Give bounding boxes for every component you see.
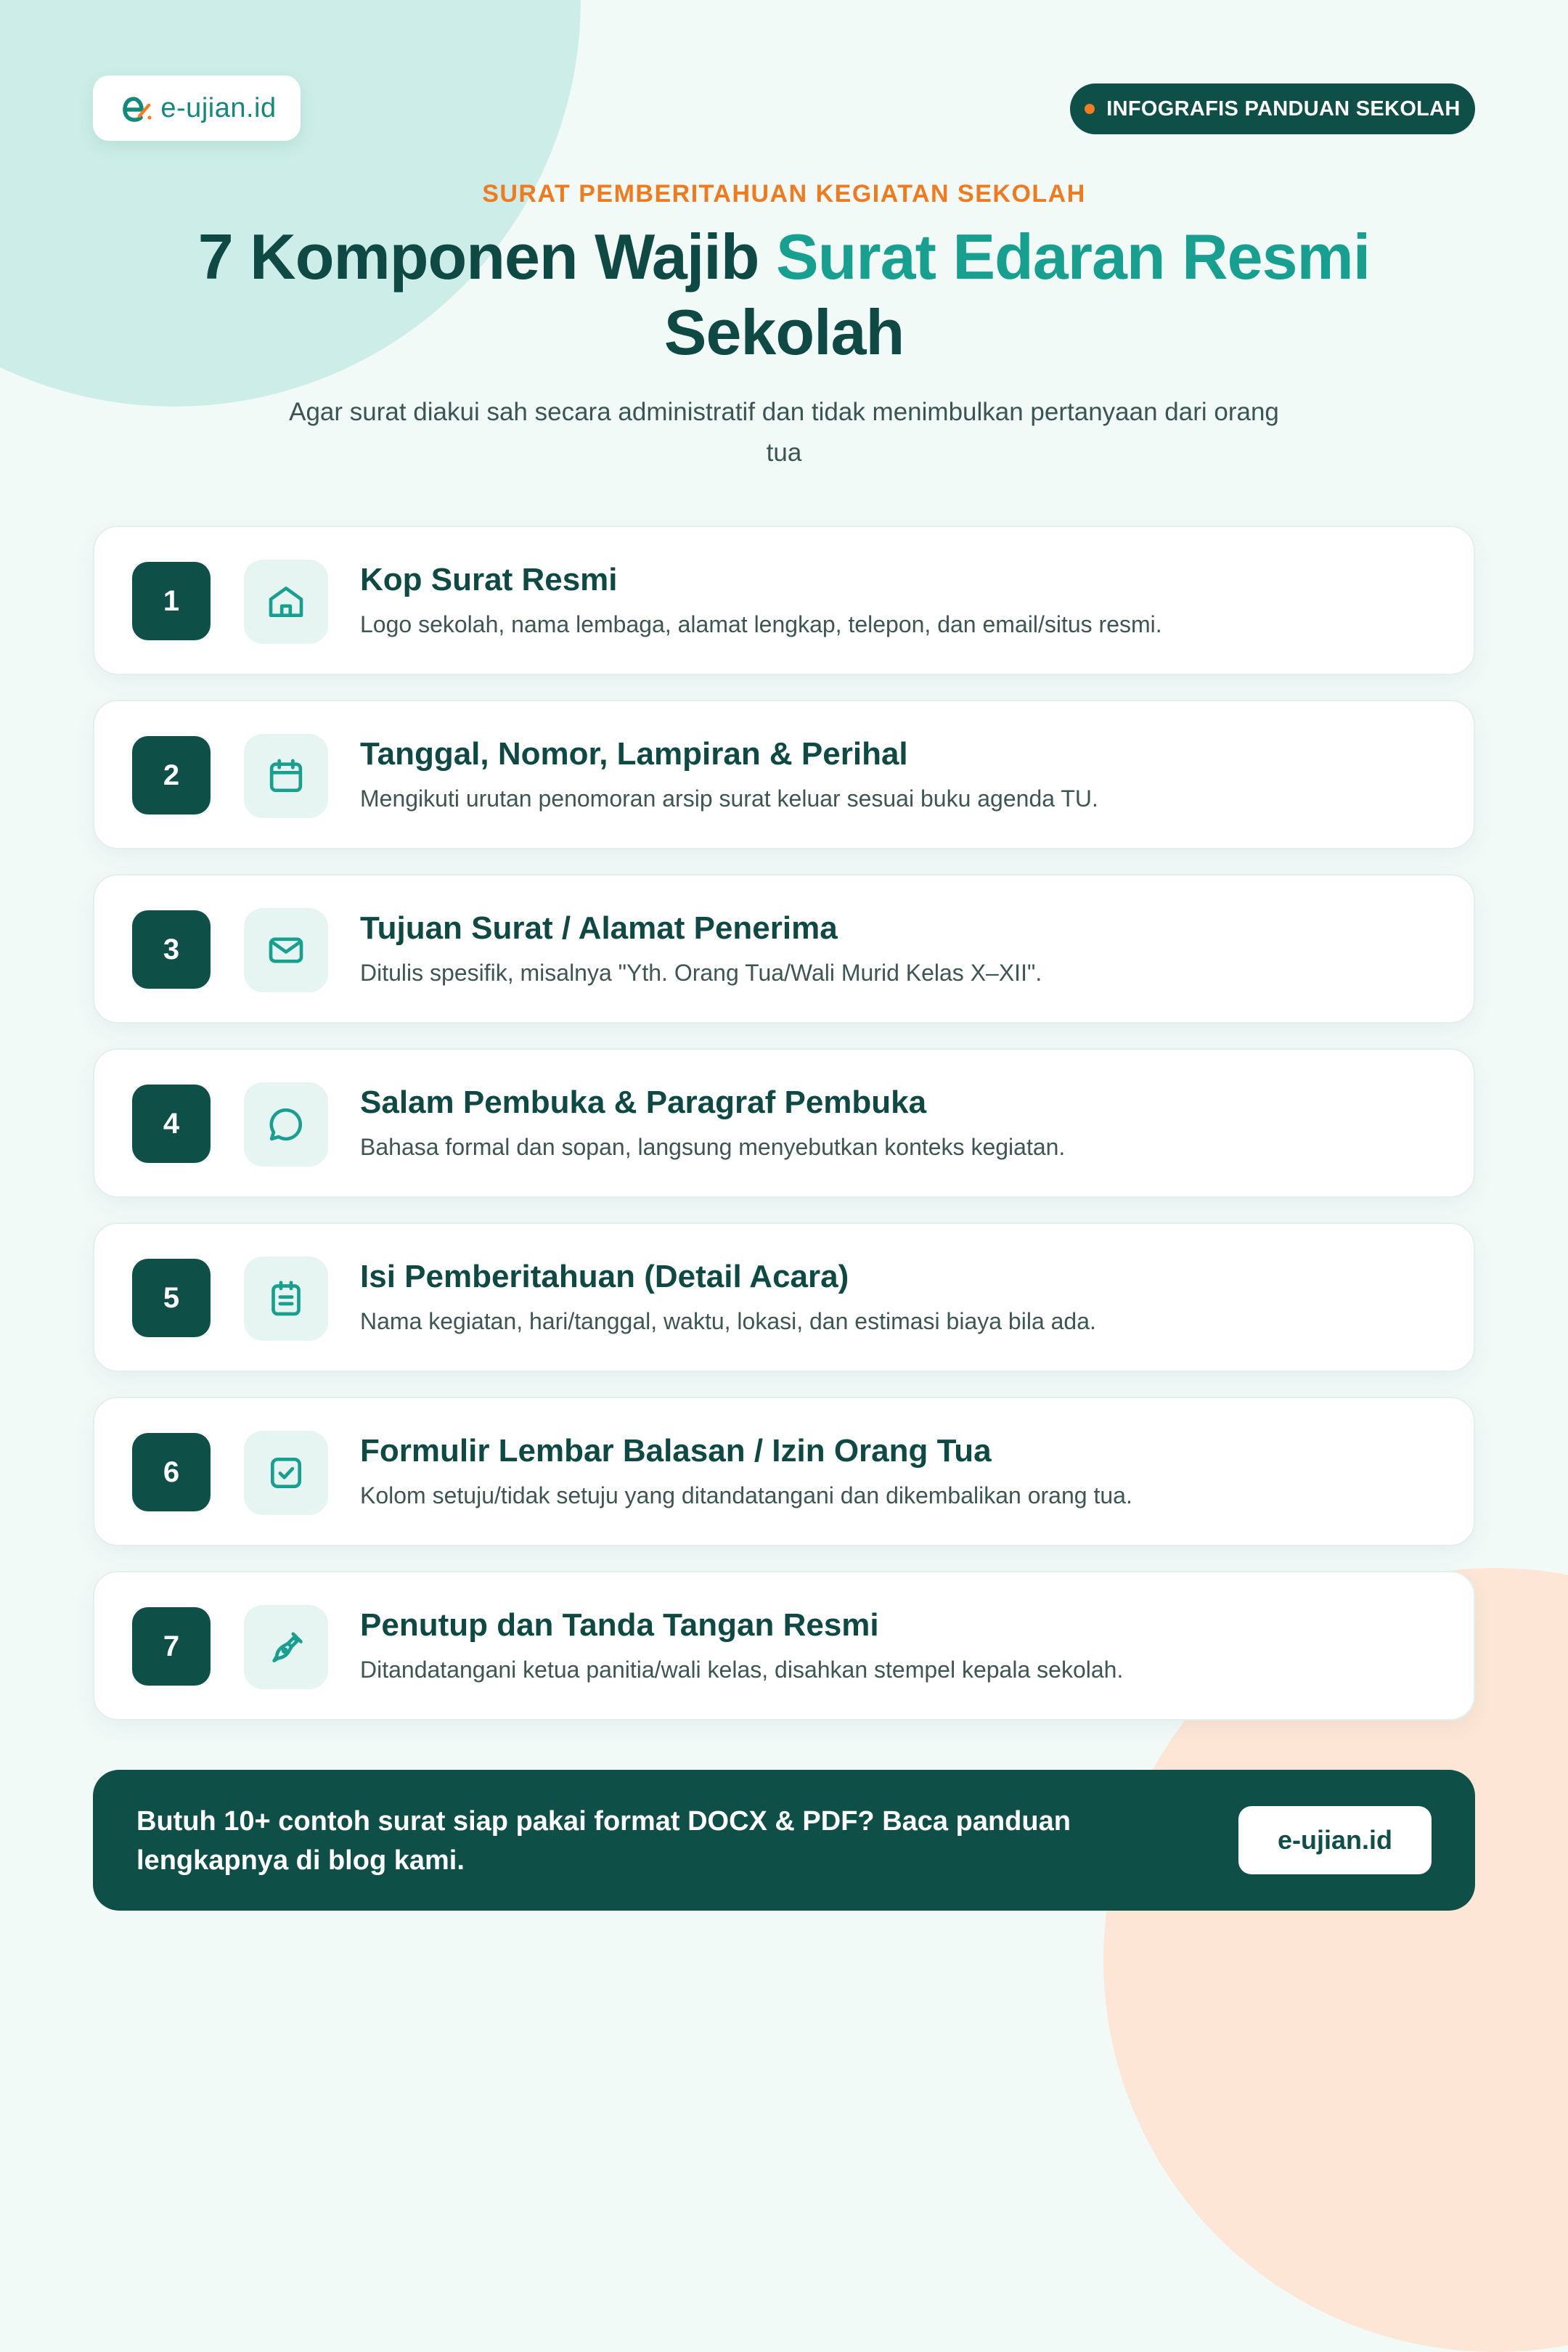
page-subtitle: Agar surat diakui sah secara administratif dan tidak menimbulkan pertanyaan dari orang tua [289, 398, 1279, 467]
page-title [102, 219, 1466, 370]
step-description: Mengikuti urutan penomoran arsip surat keluar sesuai buku agenda TU. [360, 785, 1098, 812]
step-description: Ditulis spesifik, misalnya "Yth. Orang Tua/Wali Murid Kelas X–XII". [360, 960, 1042, 986]
step-number: 5 [132, 1259, 211, 1337]
component-card-7 [93, 1571, 1475, 1720]
step-title: Tujuan Surat / Alamat Penerima [360, 910, 838, 946]
category-badge [1070, 83, 1475, 134]
step-title: Formulir Lembar Balasan / Izin Orang Tua [360, 1433, 992, 1469]
checkbox-icon [266, 1453, 306, 1493]
step-title: Kop Surat Resmi [360, 562, 618, 597]
step-number: 3 [132, 910, 211, 989]
component-card-1 [93, 526, 1475, 675]
calendar-icon [266, 756, 306, 796]
cta-banner [93, 1770, 1475, 1911]
step-number: 7 [132, 1607, 211, 1686]
step-description: Nama kegiatan, hari/tanggal, waktu, lokasi, dan estimasi biaya bila ada. [360, 1308, 1096, 1334]
component-card-5 [93, 1222, 1475, 1372]
step-icon-box [244, 1605, 328, 1689]
step-title: Tanggal, Nomor, Lampiran & Perihal [360, 736, 908, 772]
chat-icon [266, 1104, 306, 1145]
step-description: Bahasa formal dan sopan, langsung menyebutkan konteks kegiatan. [360, 1134, 1066, 1160]
component-card-4 [93, 1048, 1475, 1198]
step-description: Kolom setuju/tidak setuju yang ditandatangani dan dikembalikan orang tua. [360, 1482, 1132, 1508]
brand-logo[interactable] [93, 75, 301, 141]
step-number: 2 [132, 736, 211, 814]
step-description: Logo sekolah, nama lembaga, alamat lengkap, telepon, dan email/situs resmi. [360, 611, 1162, 637]
step-title: Salam Pembuka & Paragraf Pembuka [360, 1085, 927, 1120]
cta-link-button[interactable]: e-ujian.id [1238, 1806, 1432, 1874]
step-icon-box [244, 908, 328, 992]
step-icon-box [244, 1257, 328, 1341]
step-icon-box [244, 1082, 328, 1167]
component-card-2 [93, 700, 1475, 849]
title-part-2: Sekolah [663, 296, 905, 368]
title-accent: Surat Edaran Resmi [775, 221, 1371, 293]
step-number: 4 [132, 1085, 211, 1163]
step-description: Ditandatangani ketua panitia/wali kelas, disahkan stempel kepala sekolah. [360, 1657, 1124, 1683]
step-icon-box [244, 1431, 328, 1515]
pen-icon [266, 1627, 306, 1667]
step-icon-box [244, 560, 328, 644]
step-number: 6 [132, 1433, 211, 1511]
step-icon-box [244, 734, 328, 818]
component-card-6 [93, 1397, 1475, 1546]
step-title: Penutup dan Tanda Tangan Resmi [360, 1607, 879, 1643]
step-title: Isi Pemberitahuan (Detail Acara) [360, 1259, 849, 1294]
clipboard-icon [266, 1278, 306, 1319]
cta-text: Butuh 10+ contoh surat siap pakai format DOCX & PDF? Baca panduan lengkapnya di blog kami. [136, 1806, 1071, 1876]
badge-label: INFOGRAFIS PANDUAN SEKOLAH [1106, 97, 1461, 121]
component-card-3 [93, 874, 1475, 1024]
logo-text: e-ujian.id [160, 92, 277, 123]
header-kicker: SURAT PEMBERITAHUAN KEGIATAN SEKOLAH [482, 180, 1086, 208]
mail-icon [266, 930, 306, 971]
step-number: 1 [132, 562, 211, 640]
building-icon [266, 581, 306, 622]
badge-dot-icon [1085, 104, 1095, 114]
logo-e-icon [117, 90, 153, 126]
title-part-1: 7 Komponen Wajib [197, 221, 759, 293]
